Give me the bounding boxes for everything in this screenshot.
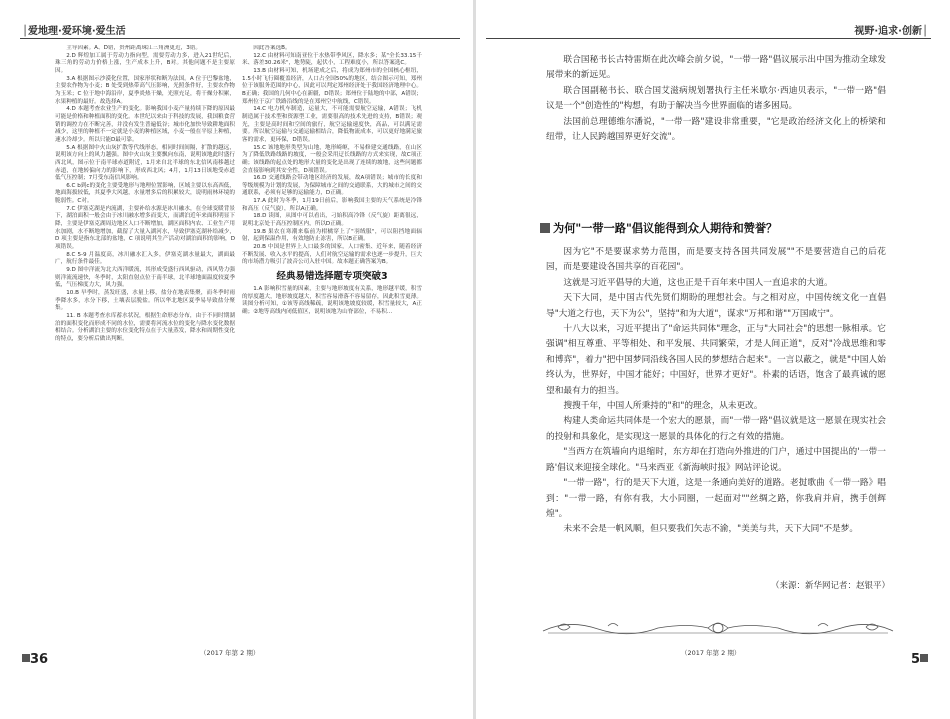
right-header-rule (486, 38, 931, 39)
page-number-text: 36 (30, 652, 49, 667)
right-page (476, 0, 950, 719)
answer-paragraph: 20.B 中国是世界上人口最多的国家，人口密集、近年来，随着经济不断发展、收入水平的提高，人们对航空运输的需求也逐一步提升，巨大的市场潜力吸引了波音公司入驻中国。故本题正确答案为B。 (242, 244, 422, 266)
body-paragraph: 因为它"不是要谋求势力范围，而是要支持各国共同发展""不是要营造自己的后花园，而是要建设各国共享的百花园"。 (546, 247, 886, 273)
section-title-text: 为何"一带一路"倡议能得到众人期待和赞誉？ (553, 222, 778, 235)
left-column-2 (242, 45, 422, 645)
left-page (0, 0, 474, 719)
answer-paragraph: 12.C 由材料可知南亚位于水热带季风区，降水多；某"全长33.15千米、落差30.26米"，地势陡，起伏小，工程难度小，所以答案选C。 (242, 52, 422, 67)
body-paragraph: 未来不会是一帆风顺，但只要我们矢志不渝，"美美与共，天下大同"不是梦。 (563, 524, 859, 535)
page-number-text: 5 (910, 652, 920, 667)
answer-paragraph: 1.A 影响积雪量的因素，主要与地形坡度有关系，地形越平缓，积雪的厚度越大，地形坡度越大，积雪容易滑落不容易留存，因此积雪更薄。读图分析可知，①该等高线稀疏，说明该地坡度较缓，积雪量较大，A正确；②地等高线内闭低值区，说明该地为山脊部位，不易积... (242, 286, 422, 315)
body-paragraph: "当西方在筑墙向内退缩时，东方却在打造向外推进的门户，通过中国提出的'一带一路'倡议来迎接全球化。"马来西亚《新海峡时报》网站评论说。 (546, 447, 886, 473)
answer-paragraph: 4.D 本题考查农业生产的变化。影响我国小麦产量持续下降的原因最可能是价格和种植面积的变化。本世纪以来由于科技的发展，我国粮食营销的调控力在不断完善，并没有发生普遍低谷；城市化加快导致耕地面积减少，这里的种植不一定就是小麦的种植区域，小麦一般在平原上种植，速水冷却少。所以只能D最可靠。 (55, 106, 235, 143)
page-marker-square (22, 654, 30, 662)
page-marker-square (920, 654, 928, 662)
answer-paragraph: 17.A 此时为冬季，1月19日前后，影响我国主要的天气系统是冷锋和高压（反气旋），所以A正确。 (242, 198, 422, 212)
answer-paragraph: 19.B 果农在寒潮来临前为柑橘穿上了"羽绒服"，可以阻挡地面辐射，起到保温作用，有效地防止冻害，所以B正确。 (242, 228, 422, 243)
intro-text (546, 53, 886, 145)
answer-paragraph: 因此答案选B。 (253, 45, 291, 51)
body-paragraph: 联合国副秘书长、联合国艾滋病规划署执行主任米歇尔·西迪贝表示，"一带一路"倡议是一个"创造性的"构想，有助于解决当今世界面临的诸多困局。 (546, 85, 886, 112)
left-page-number (22, 652, 48, 667)
answer-paragraph: 3.A 根据图示沙漠化位置，国家形状和断为法国。A 位于巴黎盆地，主要农作物为小麦；B 处受到热带高气压影响，光照条件好，主要农作物为玉米；C 位于地中海沿岸，夏季炎热干燥，光照充足，将干燥分积累，水果种植的最好。故选择A。 (55, 75, 235, 105)
body-paragraph: 十八大以来，习近平提出了"命运共同体"理念，正与"大同社会"的思想一脉相承。它强调"相互尊重、平等相处、和平发展、共同繁荣，才是人间正道"，反对"冷战思维和零和博弈"，着力"把中国梦同沿线各国人民的梦想结合起来"。一言以蔽之，就是"中国人始终认为，世界好，中国才能好；中国好，世界才更好"。朴素的话语，饱含了最真诚的愿望和最有力的担当。 (546, 324, 886, 396)
answer-paragraph: 主导因素。A、D错，贵州距离珠江三角洲更近，3错。 (66, 45, 201, 51)
answer-paragraph: 16.D 交通线路会带动地区经济的发展，故A项错误；城市的长度和等级规模为计划的发展，为保障城市之间的交通联系，大的城市之间的交通联系，必须有足够的运输能力，D正确。 (242, 175, 422, 197)
answer-paragraph: 11. B 本题考查水库蓄水状况，根据生命形态分布，由于不同时期湖泊的面积变化而形成不同的水位，需要将河流水位的变化与降水变化数据相结合。分析湖泊主要的水位变化特点在于大量蒸发，降水和周期性变化的特点，要分析后做出判断。 (55, 312, 235, 342)
right-header: 视野·追求·创新│ (854, 26, 928, 37)
body-paragraph: 构建人类命运共同体是一个宏大的愿景，而"一带一路"倡议就是这一愿景在现实社会的投射和具象化，是实现这一愿景的具体化的行之有效的措施。 (546, 416, 886, 442)
body-paragraph: 天下大同，是中国古代先贤们期盼的理想社会。与之相对应，中国传统文化一直倡导"大道之行也，天下为公"，坚持"和为大道"，谋求"万邦和谐""万国咸宁"。 (546, 293, 886, 319)
section-title (540, 220, 900, 236)
body-paragraph: "一带一路"，行的是天下大道，这是一条通向美好的道路。老挝歌曲《一带一路》唱到："一带一路，有你有我，大小同圈，一起面对""丝绸之路，你我肩并肩，携手创辉煌"。 (546, 478, 886, 519)
body-paragraph: 搜搜千年，中国人所秉持的"和"的理念，从未更改。 (563, 401, 763, 412)
article-source: （来源：新华网记者：赵银平） (770, 581, 890, 591)
left-header-rule (20, 38, 460, 39)
left-footer: （2017 年第 2 期） (200, 649, 260, 657)
section-heading: 经典易错选择题专项突破3 (276, 271, 388, 283)
decorative-divider (538, 615, 898, 641)
answer-paragraph: 2.D 辉煌加工属于劳动力指向型，需要劳动力多，进入21世纪后，珠三角的劳动力价格上涨，生产成本上升，B对。其他问题不是主要原因。 (55, 52, 235, 74)
body-paragraph: 联合国秘书长古特雷斯在此次峰会前夕说，"一带一路"倡议展示出中国为推动全球发展带来的新远见。 (546, 55, 886, 81)
answer-paragraph: 18.D 读图，从图中可以看出，刁始积高冷锋（反气旋）距离很远，说明北京处于高压控制区内，所以D正确。 (242, 213, 422, 228)
answer-paragraph: 14.C 电力机车制造，运量大，不可能需要航空运输，A错误；飞机制造属于技术型和资源型工业，需要很高的技术先进的支持，B错误；观光，主要是高时间和空间的旅行，航空运输速度快，高品，可以满足需要。所以航空运输与交通运输相结合，降低物流成本，可以更好地满足旅客的需求，更环保，D错误。 (242, 106, 422, 143)
article-body (546, 245, 886, 538)
answer-paragraph: 13.B 由材料可知，机场建成之后，将成为郑州市的全国核心枢纽，1.5小时飞行圈覆盖经济，人口占全国50%的地区，结合图示可知，郑州位于该服务范围的中心，因此可以判定郑州经济处于我国经济地理中心。B正确；我国的几何中心在新疆，D错误；郑州位于陆地的中部，A错误；郑州位于京广铁路沿线的是在郑州空中航线，C错误。 (242, 67, 422, 105)
body-paragraph: 法国前总理德维尔潘说，"一带一路"建设非常重要，"它是政治经济文化上的桥梁和纽带，让人民跨越国界更好交流"。 (546, 116, 886, 143)
right-page-number (911, 652, 928, 667)
left-header: │爱地理·爱环境·爱生活 (22, 26, 126, 37)
section-bullet-icon (540, 223, 550, 233)
answer-paragraph: 7.C 伊塞克湖是内流湖，主要补给水源是冰川融水，在全球变暖背景下，湖泊面积一般会由于冰川融水增多而变大，而湖泊近年来面积明显下降，主要是伊塞克湖周边地区人口不断增加，湖区面积内农、工业生产用水加剧，水不断地增加，截留了大量入湖河水，导致伊塞克湖补给减少，D 项主要是指东北部的盆地，C 项说明其生产活动对湖泊面积的影响，D 项错误。 (55, 205, 235, 251)
body-paragraph: 这就是习近平倡导的大道，这也正是千百年来中国人一直追求的大道。 (563, 277, 833, 288)
answer-paragraph: 10.B 早季时，蒸发旺盛，水量上移，盐分在地表集聚，而冬季时雨季降水多，水分下移，土壤表层脱盐。所以华北地区夏季易导致盐分聚集。 (55, 290, 235, 312)
answer-paragraph: 15.C 该地地形类型为山地，地形崎岖，不易修建交通线路，在山区为了降低铁路线路的坡度，一般会采用迂长线路的方式来实现，故C项正确；该线路的起点处的地形大量的变化是出现了连续的坡地，这些问题都会直接影响到其安全性，D项错误。 (242, 144, 422, 174)
left-column-1 (55, 45, 235, 645)
answer-paragraph: 8.C 5-9 月温度高，冰川融水汇入多，伊塞克湖水量最大，湖面最广，航行条件最佳。 (55, 251, 235, 266)
answer-paragraph: 9.D 图中洋流为北大西洋暖流，其形成受盛行西风驱动，西风势力强则洋流流速快，冬季时，太阳直射点位于南半球，北半球地面温度较夏季低，气压梯度力大，风力强。 (55, 267, 235, 289)
answer-paragraph: 6.C b到c的变化主要受地形与地理位置影响，区域主要以东高西低，地面海拔较低，其夏季大风越，水量增多后的积累较大，说明雨林环境的脆弱性。C对。 (55, 182, 235, 205)
right-footer: （2017 年第 2 期） (681, 649, 741, 657)
answer-paragraph: 5.A 根据图中火山灰扩散等代线形态，相同时间间隔，扩散的越远，说明该方向上的风力越强。图中火山灰主要飘向东南，说明该地此时盛行西北风，图示位于南半球赤道附近，1月来自北半球的东北信风南移越过赤道，在地转偏向力的影响下，形成西北风；4月，1月13日该地受赤道低气压控制；7月受东南信风影响。 (55, 144, 235, 182)
